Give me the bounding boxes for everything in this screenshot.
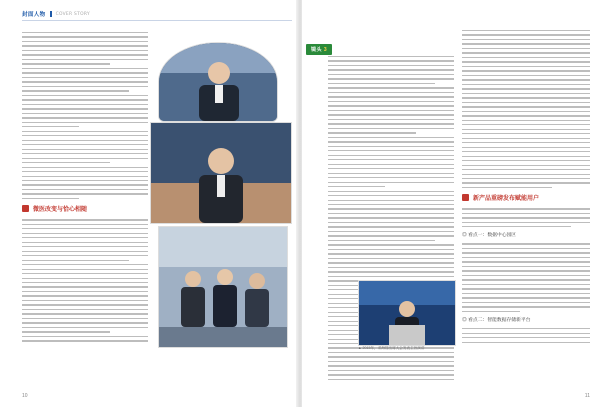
photo-speaker-top bbox=[158, 42, 278, 122]
subheading-two: ◎ 看点二：智能数据存储新平台 bbox=[462, 318, 531, 324]
header-subtitle: COVER STORY bbox=[55, 11, 90, 17]
right-page-number: 11 bbox=[584, 393, 590, 399]
photo-speech bbox=[358, 280, 456, 346]
badge-number: 3 bbox=[323, 47, 328, 53]
section-marker-icon bbox=[462, 194, 469, 201]
badge-label: 镜头 bbox=[311, 47, 323, 53]
photo-caption: ▲ 2015年，邓海翔出席大会发表主旨演讲 bbox=[358, 346, 425, 350]
right-text-column-2 bbox=[462, 30, 590, 382]
right-section-title: 新产品重磅发布赋能用户 bbox=[473, 196, 540, 203]
subheading-one: ◎ 看点一：数据中心园区 bbox=[462, 233, 517, 239]
left-page bbox=[0, 0, 298, 407]
right-page bbox=[302, 0, 600, 407]
left-page-number: 10 bbox=[22, 393, 28, 399]
left-text-column-1 bbox=[22, 32, 148, 382]
photo-conference bbox=[158, 226, 288, 348]
left-section-heading bbox=[22, 204, 148, 213]
right-section-heading bbox=[462, 193, 590, 202]
left-section-title: 微医改变与恰心相随 bbox=[33, 207, 88, 214]
header-divider bbox=[50, 11, 52, 17]
header-rule bbox=[22, 20, 292, 21]
header-title: 封面人物 bbox=[22, 12, 46, 18]
page-header bbox=[22, 9, 90, 19]
photo-speaker-middle bbox=[150, 122, 292, 224]
section-marker-icon bbox=[22, 205, 29, 212]
